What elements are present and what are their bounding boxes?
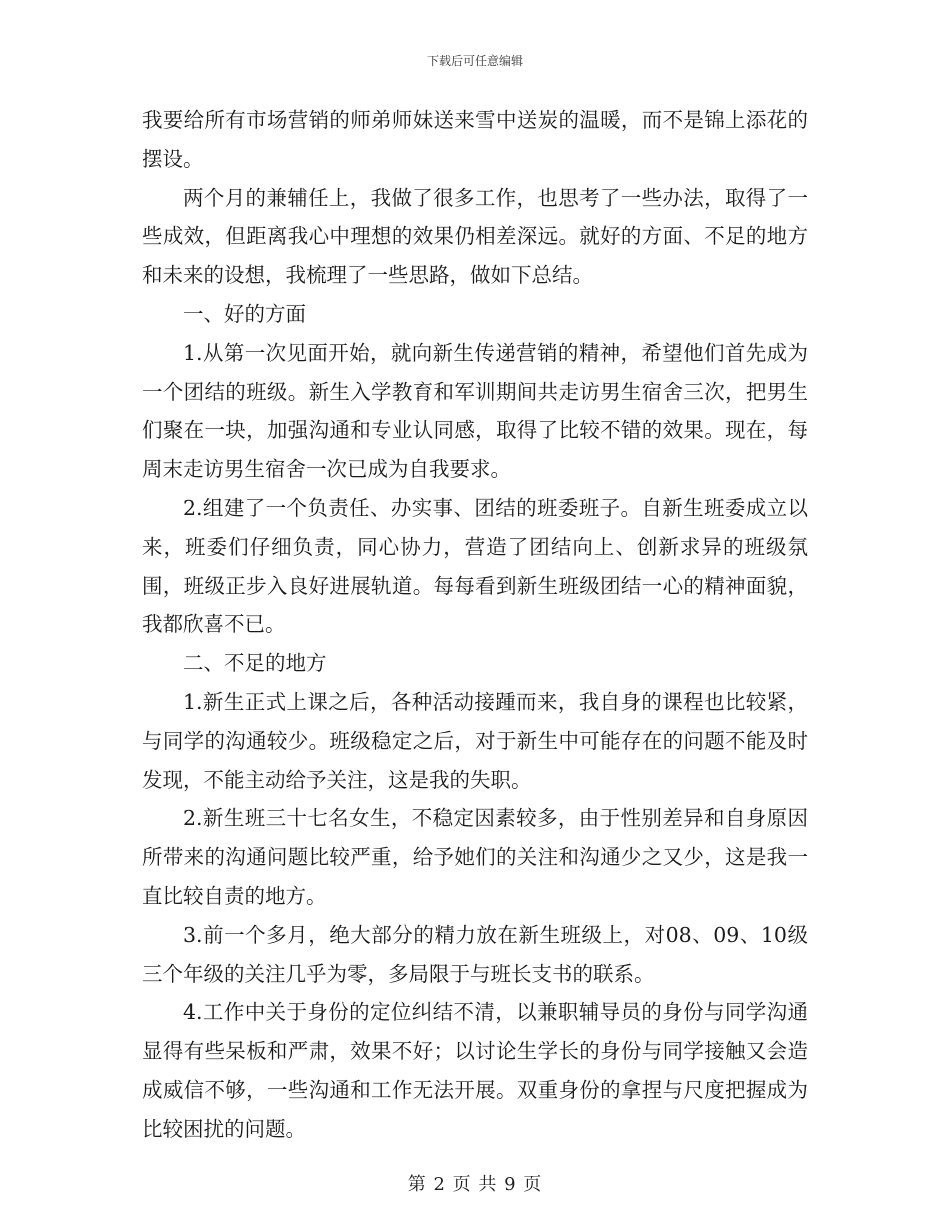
section-heading-weaknesses: 二、不足的地方 bbox=[183, 651, 327, 676]
paragraph-weakness-2: 2.新生班三十七名女生，不稳定因素较多，由于性别差异和自身原因所带来的沟通问题比较严重，给予她们的关注和沟通少之又少，这是我一直比较自责的地方。 bbox=[142, 806, 808, 908]
paragraph-strength-1: 1.从第一次见面开始，就向新生传递营销的精神，希望他们首先成为一个团结的班级。新生入学教育和军训期间共走访男生宿舍三次，把男生们聚在一块，加强沟通和专业认同感，取得了比较不错的效果。现在，每周末走访男生宿舍一次已成为自我要求。 bbox=[142, 340, 808, 482]
section-heading-strengths: 一、好的方面 bbox=[183, 301, 306, 326]
paragraph-summary-intro: 两个月的兼辅任上，我做了很多工作，也思考了一些办法，取得了一些成效，但距离我心中理想的效果仍相差深远。就好的方面、不足的地方和未来的设想，我梳理了一些思路，做如下总结。 bbox=[142, 185, 808, 288]
paragraph-weakness-3: 3.前一个多月，绝大部分的精力放在新生班级上，对08、09、10级三个年级的关注几乎为零，多局限于与班长支书的联系。 bbox=[142, 922, 808, 986]
paragraph-strength-2: 2.组建了一个负责任、办实事、团结的班委班子。自新生班委成立以来，班委们仔细负责，同心协力，营造了团结向上、创新求异的班级氛围，班级正步入良好进展轨道。每每看到新生班级团结一心的精神面貌，我都欣喜不已。 bbox=[142, 495, 808, 637]
paragraph-intro-continued: 我要给所有市场营销的师弟师妹送来雪中送炭的温暖，而不是锦上添花的摆设。 bbox=[142, 108, 808, 171]
paragraph-weakness-4: 4.工作中关于身份的定位纠结不清，以兼职辅导员的身份与同学沟通显得有些呆板和严肃，效果不好；以讨论生学长的身份与同学接触又会造成威信不够，一些沟通和工作无法开展。双重身份的拿捏与尺度把握成为比较困扰的问题。 bbox=[142, 1000, 808, 1141]
page-header: 下载后可任意编辑 bbox=[426, 54, 523, 68]
paragraph-weakness-1: 1.新生正式上课之后，各种活动接踵而来，我自身的课程也比较紧，与同学的沟通较少。班级稳定之后，对于新生中可能存在的问题不能及时发现，不能主动给予关注，这是我的失职。 bbox=[142, 689, 808, 792]
document-body bbox=[142, 101, 808, 1149]
page-number-footer: 第 2 页 共 9 页 bbox=[407, 1174, 543, 1195]
